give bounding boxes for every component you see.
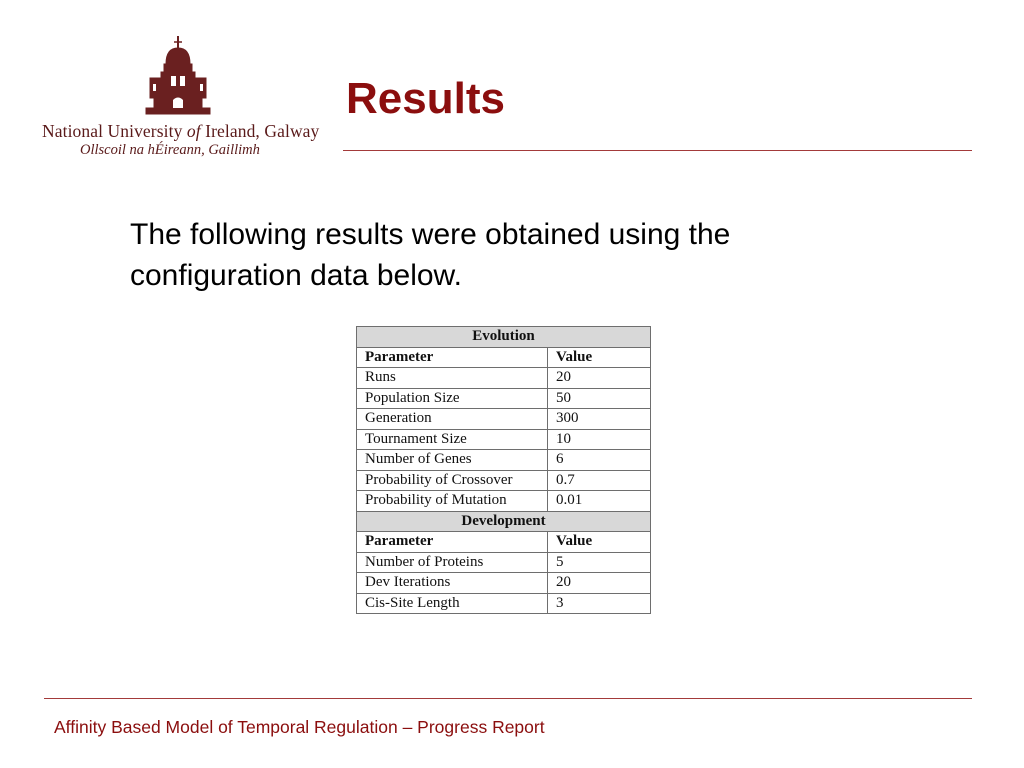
value-cell: 20 — [548, 368, 651, 389]
value-cell: 50 — [548, 388, 651, 409]
table-row — [357, 491, 651, 512]
table-row — [357, 450, 651, 471]
value-cell: 0.01 — [548, 491, 651, 512]
param-cell: Probability of Mutation — [357, 491, 548, 512]
column-header-parameter: Parameter — [357, 532, 548, 553]
table-row — [357, 409, 651, 430]
logo-name-irish: Ollscoil na hÉireann, Gaillimh — [80, 142, 260, 158]
param-cell: Population Size — [357, 388, 548, 409]
param-cell: Generation — [357, 409, 548, 430]
param-cell: Tournament Size — [357, 429, 548, 450]
configuration-table — [356, 326, 651, 614]
footer-text: Affinity Based Model of Temporal Regulation – Progress Report — [54, 717, 545, 737]
value-cell: 300 — [548, 409, 651, 430]
table-row — [357, 552, 651, 573]
table-row — [357, 429, 651, 450]
table-row — [357, 388, 651, 409]
table-header-row — [357, 532, 651, 553]
value-cell: 6 — [548, 450, 651, 471]
param-cell: Probability of Crossover — [357, 470, 548, 491]
university-crest-icon — [136, 34, 220, 120]
param-cell: Runs — [357, 368, 548, 389]
table-row — [357, 573, 651, 594]
value-cell: 0.7 — [548, 470, 651, 491]
column-header-value: Value — [548, 532, 651, 553]
param-cell: Cis-Site Length — [357, 593, 548, 614]
value-cell: 10 — [548, 429, 651, 450]
table-row — [357, 470, 651, 491]
section-heading-development: Development — [357, 511, 651, 532]
footer-divider — [44, 698, 972, 699]
param-cell: Dev Iterations — [357, 573, 548, 594]
university-logo — [40, 34, 320, 164]
section-heading-evolution: Evolution — [357, 327, 651, 348]
param-cell: Number of Genes — [357, 450, 548, 471]
value-cell: 5 — [548, 552, 651, 573]
table-row — [357, 368, 651, 389]
logo-name-english: National University of Ireland, Galway — [42, 121, 320, 141]
slide-title: Results — [346, 74, 505, 123]
value-cell: 3 — [548, 593, 651, 614]
table-row — [357, 593, 651, 614]
param-cell: Number of Proteins — [357, 552, 548, 573]
body-text: The following results were obtained using the configuration data below. — [130, 218, 731, 292]
column-header-value: Value — [548, 347, 651, 368]
table-header-row — [357, 347, 651, 368]
column-header-parameter: Parameter — [357, 347, 548, 368]
value-cell: 20 — [548, 573, 651, 594]
title-divider — [343, 150, 972, 151]
